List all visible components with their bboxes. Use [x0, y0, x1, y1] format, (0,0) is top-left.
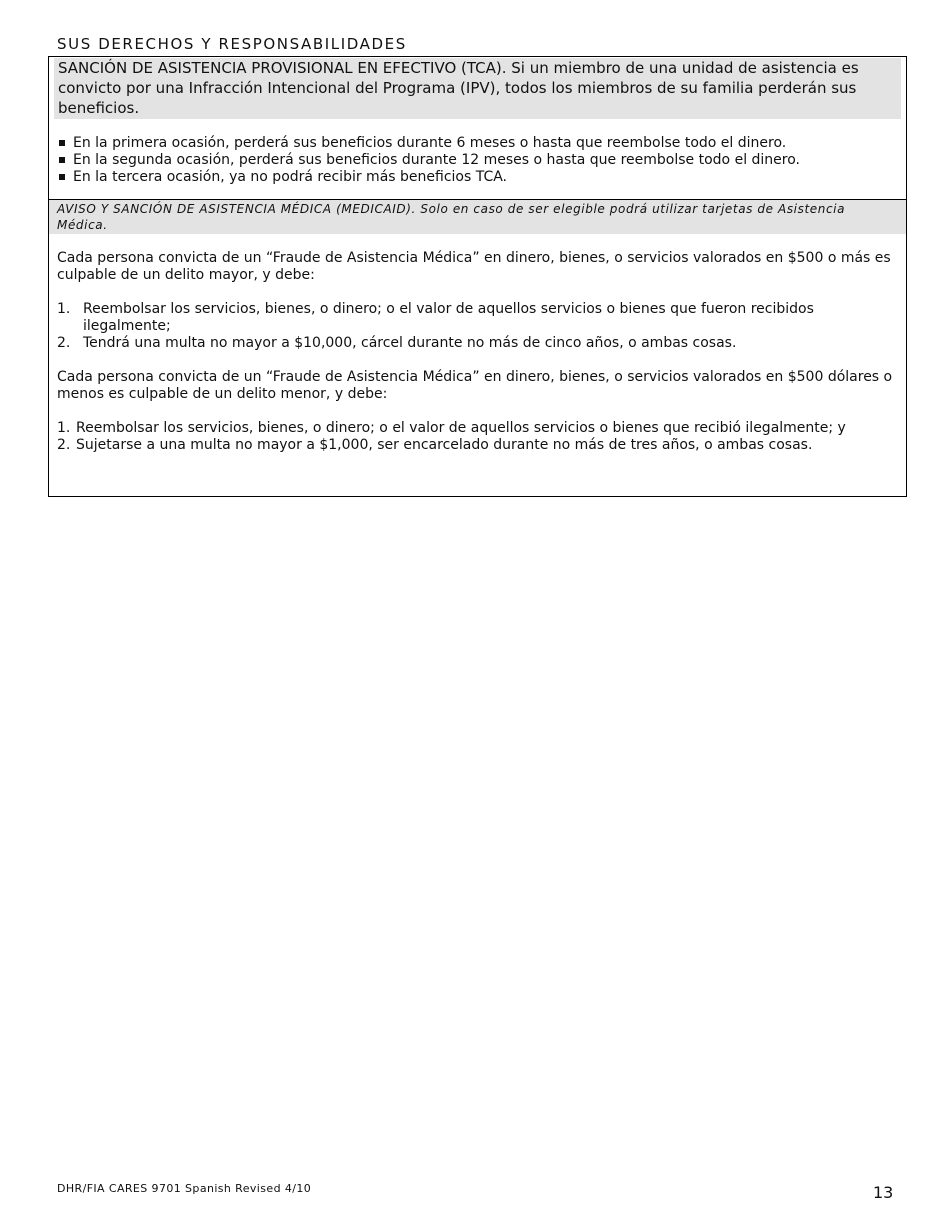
list-item-text: Sujetarse a una multa no mayor a $1,000, ser encarcelado durante no más de tres años, o ambas cosas.	[76, 437, 813, 453]
page-title: SUS DERECHOS Y RESPONSABILIDADES	[57, 35, 407, 53]
felony-intro: Cada persona convicta de un “Fraude de Asistencia Médica” en dinero, bienes, o servicios valorados en $500 o más es culpable de un delito mayor, y debe:	[57, 250, 891, 283]
list-item-text: Tendrá una multa no mayor a $10,000, cárcel durante no más de cinco años, o ambas cosas.	[83, 335, 737, 351]
page-number: 13	[873, 1183, 894, 1202]
list-item	[57, 301, 898, 335]
list-item-text: Reembolsar los servicios, bienes, o dinero; o el valor de aquellos servicios o bienes que recibió ilegalmente; y	[76, 420, 846, 436]
list-item	[57, 335, 898, 352]
list-number: 1.	[57, 420, 71, 436]
misdemeanor-intro: Cada persona convicta de un “Fraude de Asistencia Médica” en dinero, bienes, o servicios valorados en $500 dólares o menos es culpable de un delito menor, y debe:	[57, 369, 893, 402]
tca-penalty-list	[49, 135, 906, 186]
tca-penalty-item: En la tercera ocasión, ya no podrá recibir más beneficios TCA.	[73, 169, 906, 186]
list-number: 2.	[57, 437, 71, 453]
list-item-text: Reembolsar los servicios, bienes, o dinero; o el valor de aquellos servicios o bienes que fueron recibidos ilegalmente;	[83, 301, 814, 334]
form-identifier: DHR/FIA CARES 9701 Spanish Revised 4/10	[57, 1182, 312, 1195]
rights-box	[48, 56, 907, 497]
felony-penalty-list	[57, 301, 898, 352]
list-item	[57, 420, 898, 437]
tca-penalty-item: En la primera ocasión, perderá sus beneficios durante 6 meses o hasta que reembolse todo el dinero.	[73, 135, 906, 152]
list-item	[57, 437, 898, 454]
medicaid-section-body	[49, 250, 906, 454]
list-number: 1.	[57, 301, 71, 317]
tca-section-title: SANCIÓN DE ASISTENCIA PROVISIONAL EN EFECTIVO (TCA). Si un miembro de una unidad de asistencia es convicto por una Infracción Intencional del Programa (IPV), todos los miembros de su familia perderán sus beneficios.	[54, 58, 901, 119]
tca-penalty-item: En la segunda ocasión, perderá sus beneficios durante 12 meses o hasta que reembolse todo el dinero.	[73, 152, 906, 169]
medicaid-section-title: AVISO Y SANCIÓN DE ASISTENCIA MÉDICA (MEDICAID). Solo en caso de ser elegible podrá utilizar tarjetas de Asistencia Médica.	[49, 200, 906, 234]
list-number: 2.	[57, 335, 71, 351]
misdemeanor-penalty-list	[57, 420, 898, 454]
